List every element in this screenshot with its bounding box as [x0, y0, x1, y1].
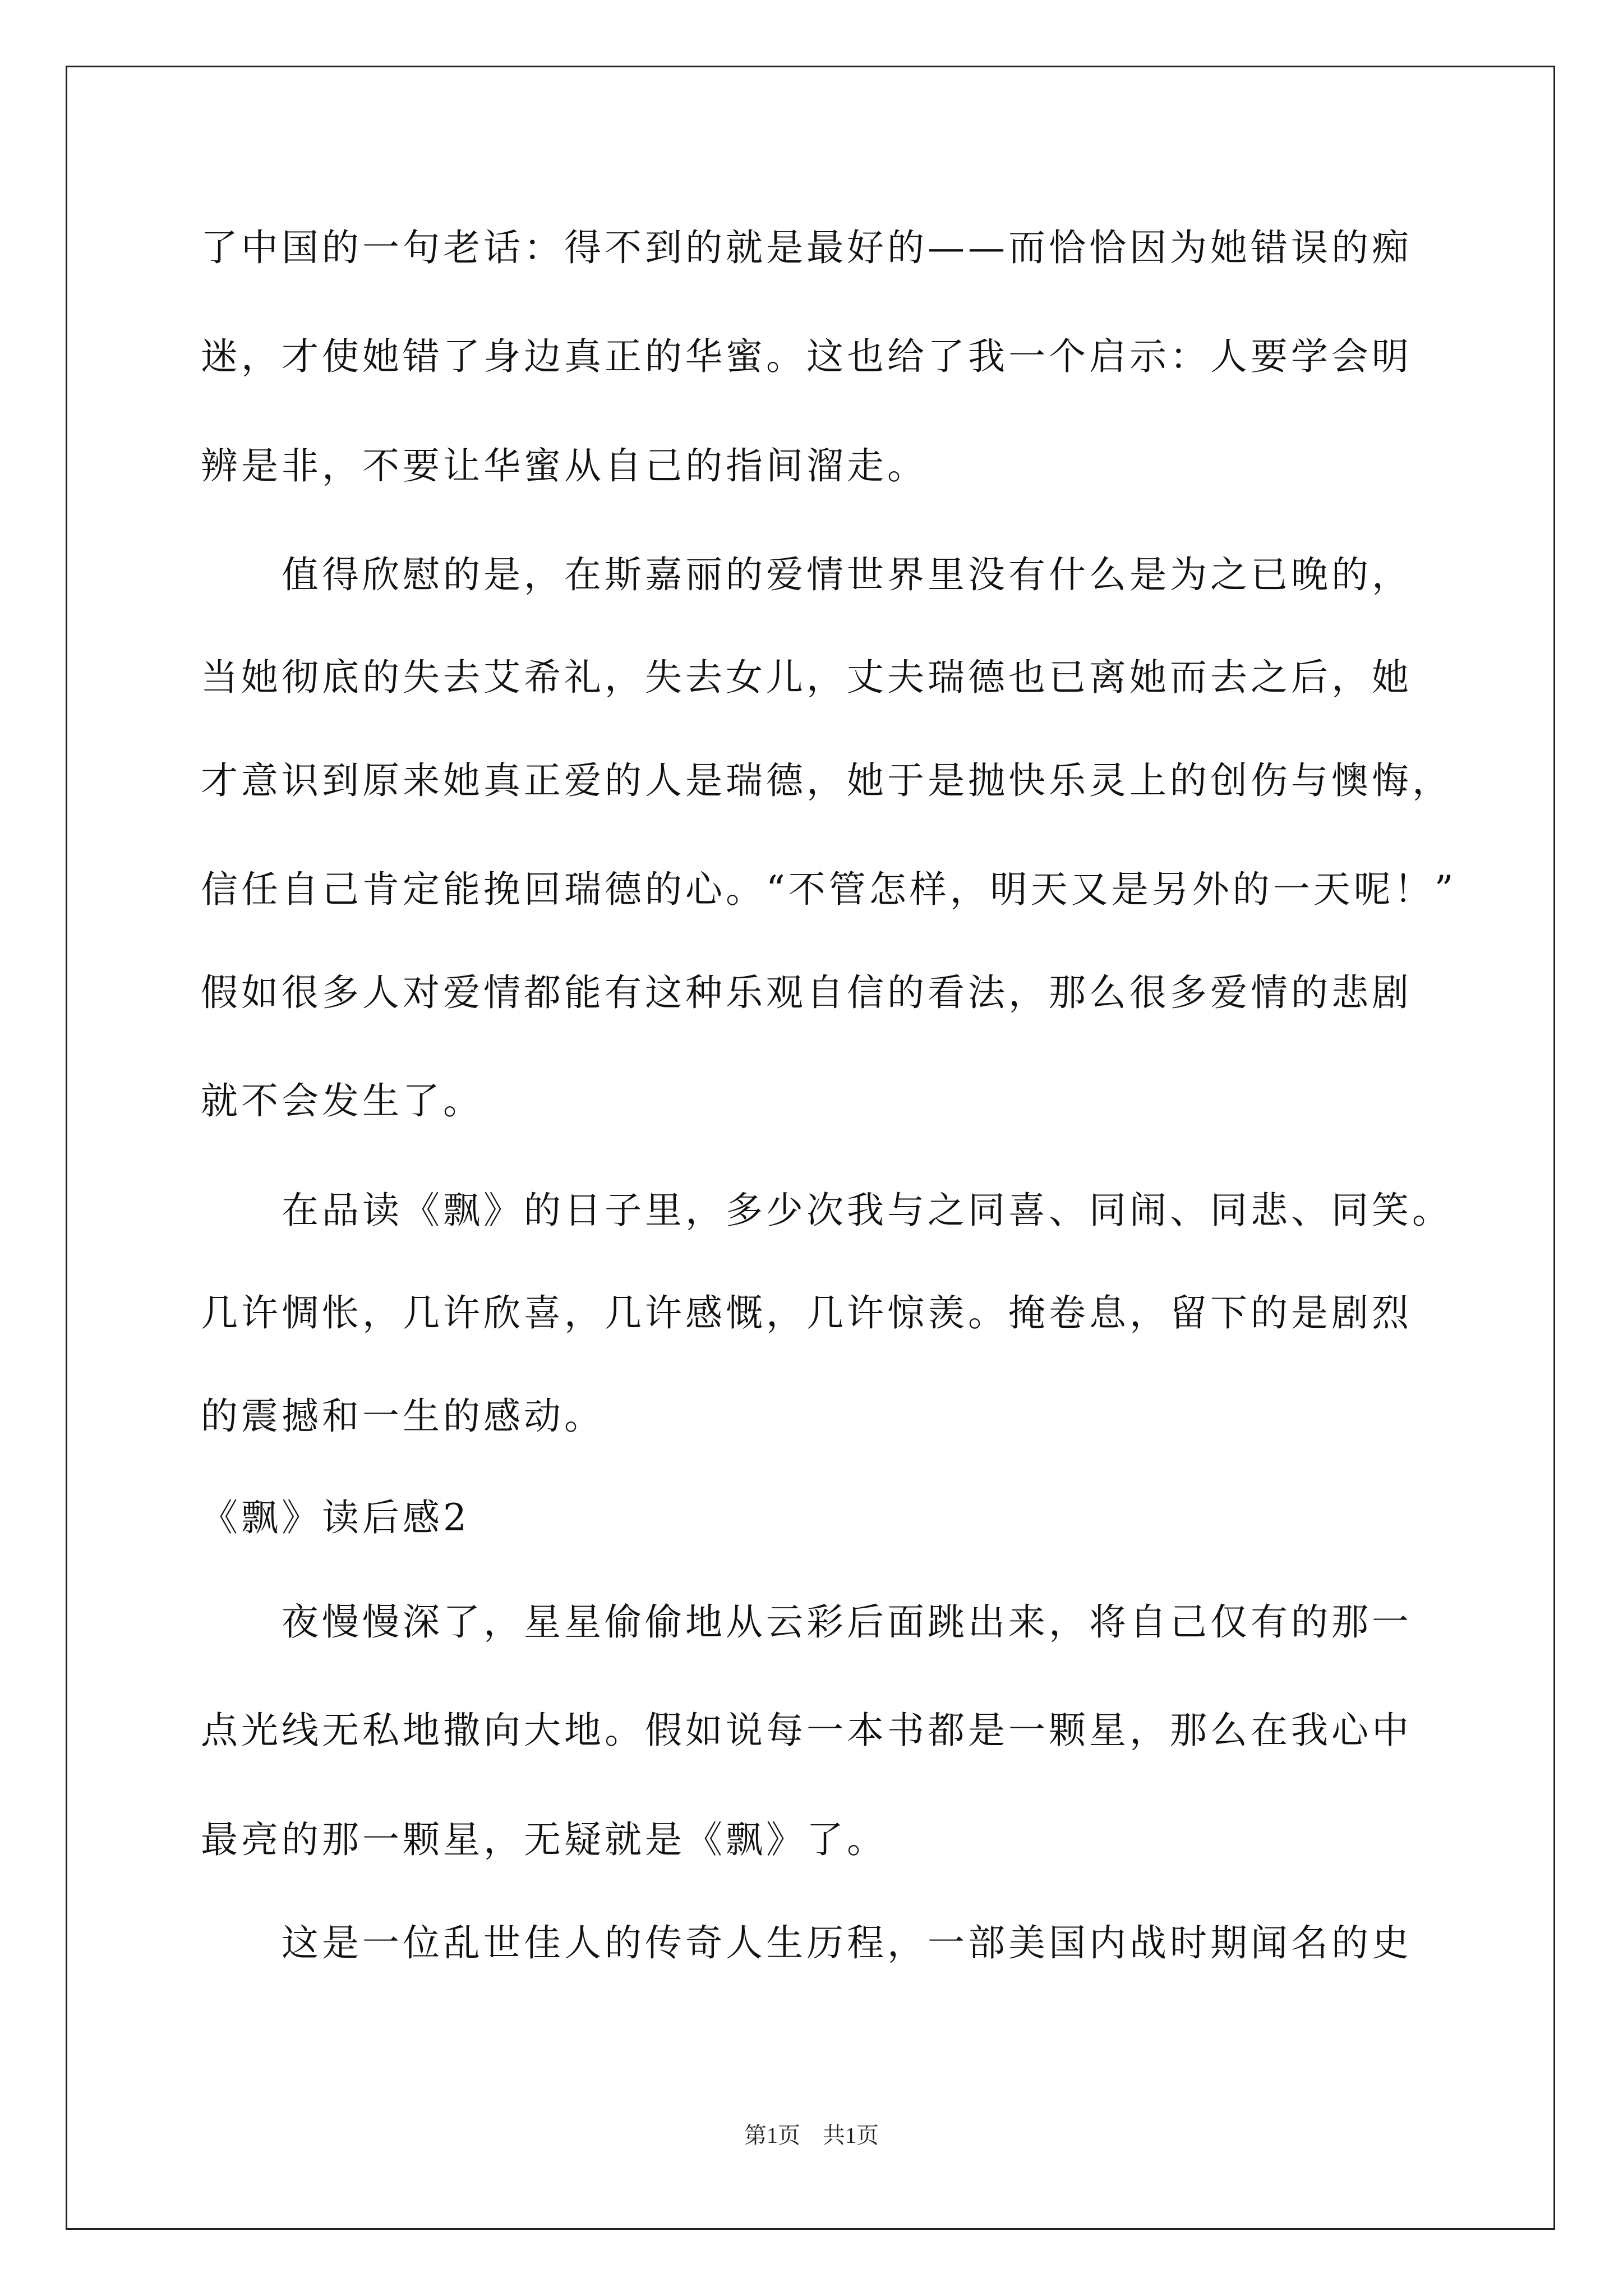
section-heading: 《飘》读后感2	[201, 1496, 470, 1539]
paragraph-line: 在品读《飘》的日子里，多少次我与之同喜、同闹、同悲、同笑。	[282, 1189, 1453, 1232]
paragraph-line: 辨是非，不要让华蜜从自己的指间溜走。	[201, 444, 928, 487]
paragraph-line: 信任自己肯定能挽回瑞德的心。“不管怎样，明天又是另外的一天呢！”	[201, 868, 1457, 911]
paragraph-line: 假如很多人对爱情都能有这种乐观自信的看法，那么很多爱情的悲剧	[201, 971, 1412, 1014]
paragraph-line: 这是一位乱世佳人的传奇人生历程，一部美国内战时期闻名的史	[282, 1921, 1412, 1964]
paragraph-line: 迷，才使她错了身边真正的华蜜。这也给了我一个启示：人要学会明	[201, 335, 1412, 378]
page-border	[66, 66, 1555, 2230]
paragraph-line: 当她彻底的失去艾希礼，失去女儿，丈夫瑞德也已离她而去之后，她	[201, 656, 1412, 699]
paragraph-line: 的震撼和一生的感动。	[201, 1395, 605, 1438]
paragraph-line: 点光线无私地撒向大地。假如说每一本书都是一颗星，那么在我心中	[201, 1709, 1412, 1752]
paragraph-line: 就不会发生了。	[201, 1079, 483, 1122]
paragraph-line: 夜慢慢深了，星星偷偷地从云彩后面跳出来，将自己仅有的那一	[282, 1600, 1412, 1644]
page-footer: 第1页 共1页	[744, 2123, 879, 2148]
paragraph-line: 值得欣慰的是，在斯嘉丽的爱情世界里没有什么是为之已晚的，	[282, 553, 1412, 596]
paragraph-line: 才意识到原来她真正爱的人是瑞德，她于是抛快乐灵上的创伤与懊悔，	[201, 759, 1453, 802]
paragraph-line: 了中国的一句老话：得不到的就是最好的——而恰恰因为她错误的痴	[201, 226, 1412, 269]
paragraph-line: 最亮的那一颗星，无疑就是《飘》了。	[201, 1818, 887, 1861]
paragraph-line: 几许惆怅，几许欣喜，几许感慨，几许惊羡。掩卷息，留下的是剧烈	[201, 1291, 1412, 1335]
